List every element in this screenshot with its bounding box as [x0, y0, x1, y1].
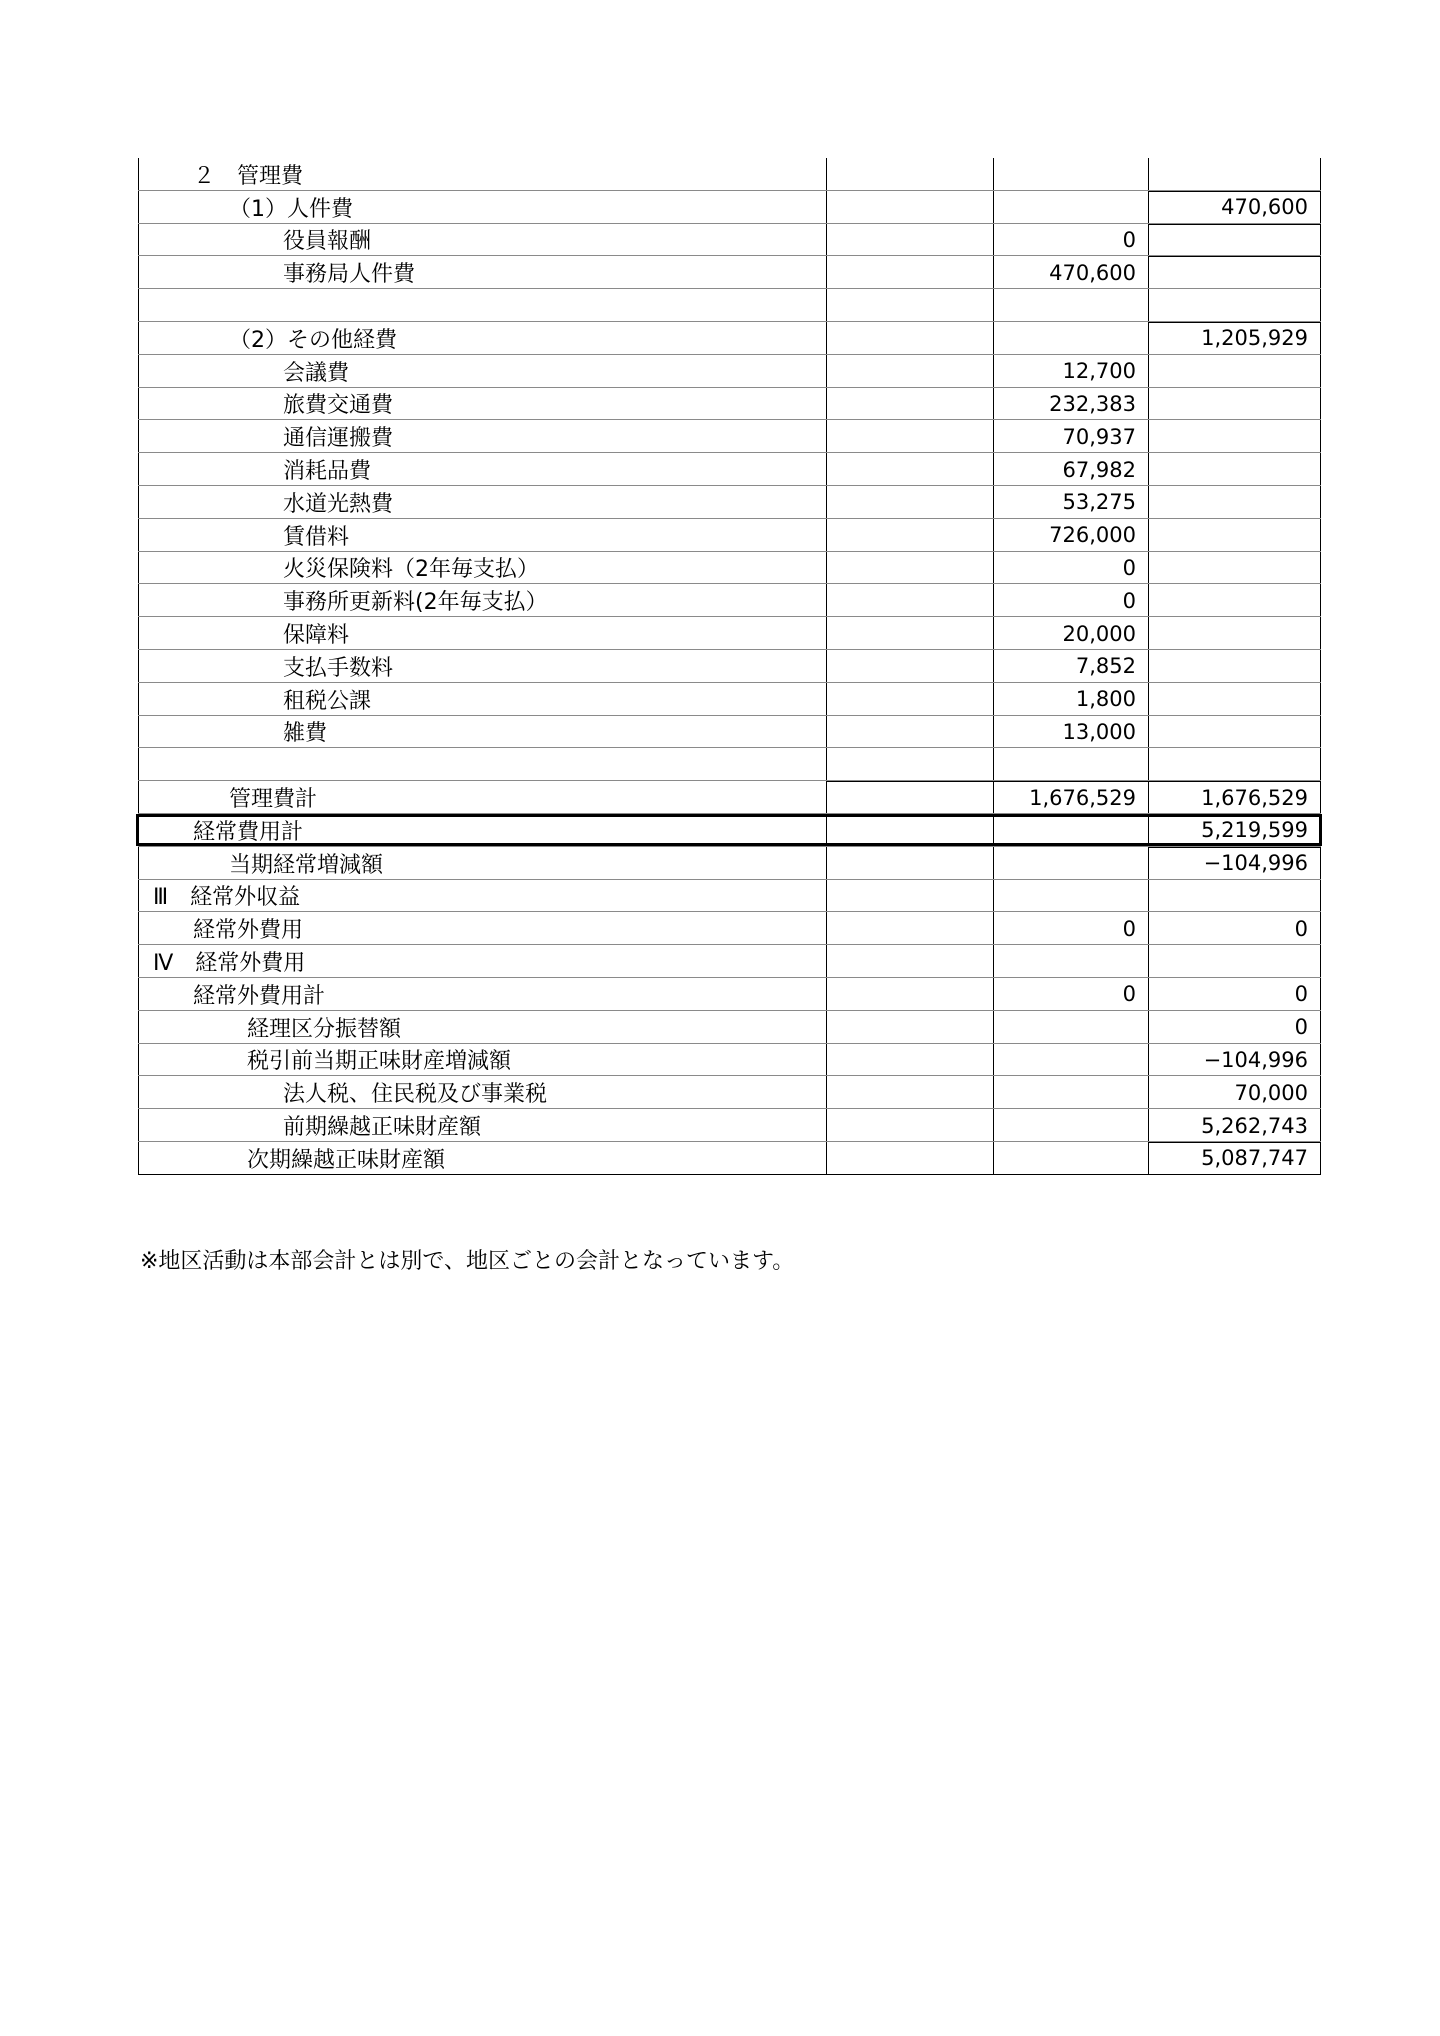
row-label-cell	[138, 781, 827, 814]
amount-cell-total	[1149, 584, 1321, 617]
amount-cell-total	[1149, 486, 1321, 519]
amount-cell-b	[827, 847, 994, 880]
detail-amount: 12,700	[1062, 359, 1136, 384]
row-label-cell	[138, 945, 827, 978]
table-row	[138, 945, 1321, 978]
row-label: 経理区分振替額	[247, 1016, 402, 1042]
row-label: 前期繰越正味財産額	[283, 1115, 482, 1140]
row-label: 役員報酬	[283, 229, 372, 255]
row-label-cell	[138, 552, 827, 585]
row-label-cell	[138, 224, 827, 257]
amount-cell-detail	[994, 814, 1149, 847]
amount-cell-b	[827, 912, 994, 945]
table-row	[138, 355, 1321, 388]
amount-cell-total	[1149, 1044, 1321, 1077]
total-amount: 0	[1294, 916, 1308, 941]
total-amount: 5,262,743	[1201, 1113, 1308, 1138]
table-row	[138, 814, 1321, 847]
detail-amount: 726,000	[1049, 523, 1136, 548]
row-label-cell	[138, 256, 827, 289]
table-row	[138, 781, 1321, 814]
row-label: 保障料	[283, 623, 350, 649]
row-label: 消耗品費	[283, 459, 372, 485]
detail-amount: 0	[1122, 982, 1136, 1007]
amount-cell-b	[827, 748, 994, 781]
total-amount: −104,996	[1203, 851, 1308, 876]
amount-cell-total	[1149, 1142, 1321, 1175]
row-label-cell	[138, 322, 827, 355]
total-amount: 70,000	[1234, 1080, 1308, 1105]
amount-cell-detail	[994, 1142, 1149, 1175]
row-label: 経常費用計	[193, 819, 304, 845]
amount-cell-b	[827, 683, 994, 716]
total-amount: 5,087,747	[1201, 1146, 1308, 1171]
table-row	[138, 388, 1321, 421]
table-row	[138, 978, 1321, 1011]
detail-amount: 0	[1122, 916, 1136, 941]
amount-cell-b	[827, 552, 994, 585]
table-row	[138, 584, 1321, 617]
table-row	[138, 191, 1321, 224]
table-row	[138, 880, 1321, 913]
row-label: Ⅲ 経常外収益	[153, 885, 301, 911]
total-amount: 470,600	[1221, 195, 1308, 220]
row-label: 経常外費用計	[193, 983, 326, 1009]
row-label-cell	[138, 617, 827, 650]
table-row	[138, 552, 1321, 585]
amount-cell-total	[1149, 847, 1321, 880]
row-label-cell	[138, 880, 827, 913]
detail-amount: 13,000	[1062, 719, 1136, 744]
row-label-cell	[138, 748, 827, 781]
table-row	[138, 617, 1321, 650]
row-label-cell	[138, 191, 827, 224]
amount-cell-total	[1149, 355, 1321, 388]
amount-cell-detail	[994, 716, 1149, 749]
row-label: 税引前当期正味財産増減額	[247, 1049, 512, 1075]
detail-amount: 0	[1122, 588, 1136, 613]
row-label: 経常外費用	[193, 918, 304, 944]
row-label-cell	[138, 1142, 827, 1175]
table-row	[138, 912, 1321, 945]
row-label: 当期経常増減額	[229, 852, 384, 878]
detail-amount: 0	[1122, 555, 1136, 580]
amount-cell-detail	[994, 912, 1149, 945]
amount-cell-detail	[994, 388, 1149, 421]
row-label: 法人税、住民税及び事業税	[283, 1082, 548, 1108]
amount-cell-b	[827, 224, 994, 257]
table-row	[138, 322, 1321, 355]
amount-cell-total	[1149, 912, 1321, 945]
detail-amount: 0	[1122, 227, 1136, 252]
table-row	[138, 683, 1321, 716]
amount-cell-total	[1149, 978, 1321, 1011]
row-label: 会議費	[283, 360, 350, 386]
table-row	[138, 847, 1321, 880]
amount-cell-total	[1149, 1011, 1321, 1044]
detail-amount: 1,800	[1075, 687, 1136, 712]
amount-cell-total	[1149, 683, 1321, 716]
detail-amount: 70,937	[1062, 424, 1136, 449]
amount-cell-detail	[994, 880, 1149, 913]
amount-cell-b	[827, 355, 994, 388]
amount-cell-b	[827, 256, 994, 289]
amount-cell-detail	[994, 224, 1149, 257]
row-label-cell	[138, 847, 827, 880]
table-row	[138, 1011, 1321, 1044]
amount-cell-b	[827, 1109, 994, 1142]
row-label-cell	[138, 1076, 827, 1109]
amount-cell-total	[1149, 552, 1321, 585]
table-row	[138, 748, 1321, 781]
amount-cell-detail	[994, 158, 1149, 191]
detail-amount: 53,275	[1062, 490, 1136, 515]
table-row	[138, 486, 1321, 519]
footnote: ※地区活動は本部会計とは別で、地区ごとの会計となっています。	[140, 1249, 795, 1274]
amount-cell-total	[1149, 716, 1321, 749]
amount-cell-detail	[994, 420, 1149, 453]
row-label-cell	[138, 650, 827, 683]
amount-cell-detail	[994, 1044, 1149, 1077]
total-amount: 5,219,599	[1201, 818, 1308, 843]
row-label: 通信運搬費	[283, 426, 394, 452]
total-amount: 1,676,529	[1201, 785, 1308, 810]
amount-cell-b	[827, 1076, 994, 1109]
detail-amount: 1,676,529	[1029, 786, 1136, 811]
row-label-cell	[138, 388, 827, 421]
table-row	[138, 224, 1321, 257]
amount-cell-detail	[994, 617, 1149, 650]
amount-cell-b	[827, 1011, 994, 1044]
amount-cell-detail	[994, 1076, 1149, 1109]
row-label-cell	[138, 1011, 827, 1044]
amount-cell-total	[1149, 158, 1321, 191]
amount-cell-detail	[994, 781, 1149, 814]
amount-cell-detail	[994, 519, 1149, 552]
amount-cell-detail	[994, 683, 1149, 716]
amount-cell-detail	[994, 978, 1149, 1011]
row-label-cell	[138, 814, 827, 847]
amount-cell-total	[1149, 256, 1321, 289]
row-label: 雑費	[283, 721, 328, 747]
row-label: 管理費計	[229, 787, 318, 813]
amount-cell-b	[827, 453, 994, 486]
amount-cell-detail	[994, 584, 1149, 617]
row-label: 火災保険料（2年毎支払）	[283, 557, 539, 583]
amount-cell-b	[827, 486, 994, 519]
amount-cell-b	[827, 158, 994, 191]
amount-cell-detail	[994, 486, 1149, 519]
row-label-cell	[138, 355, 827, 388]
row-label: （2）その他経費	[229, 327, 397, 353]
amount-cell-b	[827, 1142, 994, 1175]
amount-cell-total	[1149, 322, 1321, 355]
amount-cell-total	[1149, 945, 1321, 978]
row-label-cell	[138, 158, 827, 191]
table-row	[138, 716, 1321, 749]
table-row	[138, 650, 1321, 683]
total-amount: 0	[1294, 1015, 1308, 1040]
table-row	[138, 519, 1321, 552]
amount-cell-detail	[994, 748, 1149, 781]
row-label-cell	[138, 683, 827, 716]
amount-cell-total	[1149, 814, 1321, 847]
row-label-cell	[138, 978, 827, 1011]
amount-cell-b	[827, 1044, 994, 1077]
row-label: 次期繰越正味財産額	[247, 1147, 446, 1173]
amount-cell-b	[827, 584, 994, 617]
amount-cell-total	[1149, 617, 1321, 650]
amount-cell-b	[827, 322, 994, 355]
row-label-cell	[138, 453, 827, 486]
detail-amount: 470,600	[1049, 260, 1136, 285]
row-label-cell	[138, 486, 827, 519]
amount-cell-total	[1149, 650, 1321, 683]
amount-cell-detail	[994, 1109, 1149, 1142]
row-label-cell	[138, 716, 827, 749]
amount-cell-b	[827, 716, 994, 749]
table-row	[138, 1142, 1321, 1175]
detail-amount: 232,383	[1049, 391, 1136, 416]
amount-cell-b	[827, 978, 994, 1011]
amount-cell-detail	[994, 847, 1149, 880]
table-row	[138, 1109, 1321, 1142]
amount-cell-total	[1149, 880, 1321, 913]
amount-cell-b	[827, 814, 994, 847]
amount-cell-detail	[994, 552, 1149, 585]
amount-cell-total	[1149, 388, 1321, 421]
table-row	[138, 256, 1321, 289]
amount-cell-detail	[994, 289, 1149, 322]
row-label-cell	[138, 289, 827, 322]
row-label-cell	[138, 519, 827, 552]
amount-cell-b	[827, 388, 994, 421]
table-row	[138, 1076, 1321, 1109]
table-row	[138, 289, 1321, 322]
amount-cell-detail	[994, 650, 1149, 683]
row-label-cell	[138, 1109, 827, 1142]
amount-cell-b	[827, 617, 994, 650]
amount-cell-total	[1149, 519, 1321, 552]
row-label: 租税公課	[283, 688, 372, 714]
total-amount: −104,996	[1203, 1047, 1308, 1072]
detail-amount: 67,982	[1062, 457, 1136, 482]
amount-cell-total	[1149, 224, 1321, 257]
row-label-cell	[138, 1044, 827, 1077]
amount-cell-total	[1149, 420, 1321, 453]
table-row	[138, 1044, 1321, 1077]
amount-cell-detail	[994, 945, 1149, 978]
total-amount: 0	[1294, 982, 1308, 1007]
row-label: 事務局人件費	[283, 262, 416, 288]
financial-statement-table	[138, 158, 1321, 1175]
amount-cell-detail	[994, 256, 1149, 289]
amount-cell-total	[1149, 748, 1321, 781]
table-row	[138, 420, 1321, 453]
amount-cell-total	[1149, 453, 1321, 486]
row-label: ２ 管理費	[193, 163, 304, 189]
row-label-cell	[138, 912, 827, 945]
row-label-cell	[138, 584, 827, 617]
row-label: （1）人件費	[229, 196, 353, 222]
table-bottom-border	[138, 1174, 1321, 1175]
amount-cell-b	[827, 519, 994, 552]
amount-cell-b	[827, 945, 994, 978]
row-label: 事務所更新料(2年毎支払）	[283, 590, 548, 616]
detail-amount: 7,852	[1075, 654, 1136, 679]
row-label: 賃借料	[283, 524, 350, 550]
amount-cell-total	[1149, 1109, 1321, 1142]
amount-cell-b	[827, 191, 994, 224]
amount-cell-detail	[994, 1011, 1149, 1044]
detail-amount: 20,000	[1062, 621, 1136, 646]
row-label-cell	[138, 420, 827, 453]
amount-cell-b	[827, 650, 994, 683]
total-amount: 1,205,929	[1201, 326, 1308, 351]
amount-cell-total	[1149, 1076, 1321, 1109]
amount-cell-detail	[994, 355, 1149, 388]
amount-cell-total	[1149, 191, 1321, 224]
table-row	[138, 453, 1321, 486]
amount-cell-detail	[994, 191, 1149, 224]
row-label: 支払手数料	[283, 655, 394, 681]
amount-cell-total	[1149, 781, 1321, 814]
amount-cell-b	[827, 781, 994, 814]
amount-cell-total	[1149, 289, 1321, 322]
row-label: 水道光熱費	[283, 491, 394, 517]
amount-cell-detail	[994, 322, 1149, 355]
amount-cell-b	[827, 420, 994, 453]
table-row	[138, 158, 1321, 191]
row-label: 旅費交通費	[283, 393, 394, 419]
amount-cell-b	[827, 289, 994, 322]
row-label: Ⅳ 経常外費用	[153, 951, 306, 977]
amount-cell-b	[827, 880, 994, 913]
amount-cell-detail	[994, 453, 1149, 486]
